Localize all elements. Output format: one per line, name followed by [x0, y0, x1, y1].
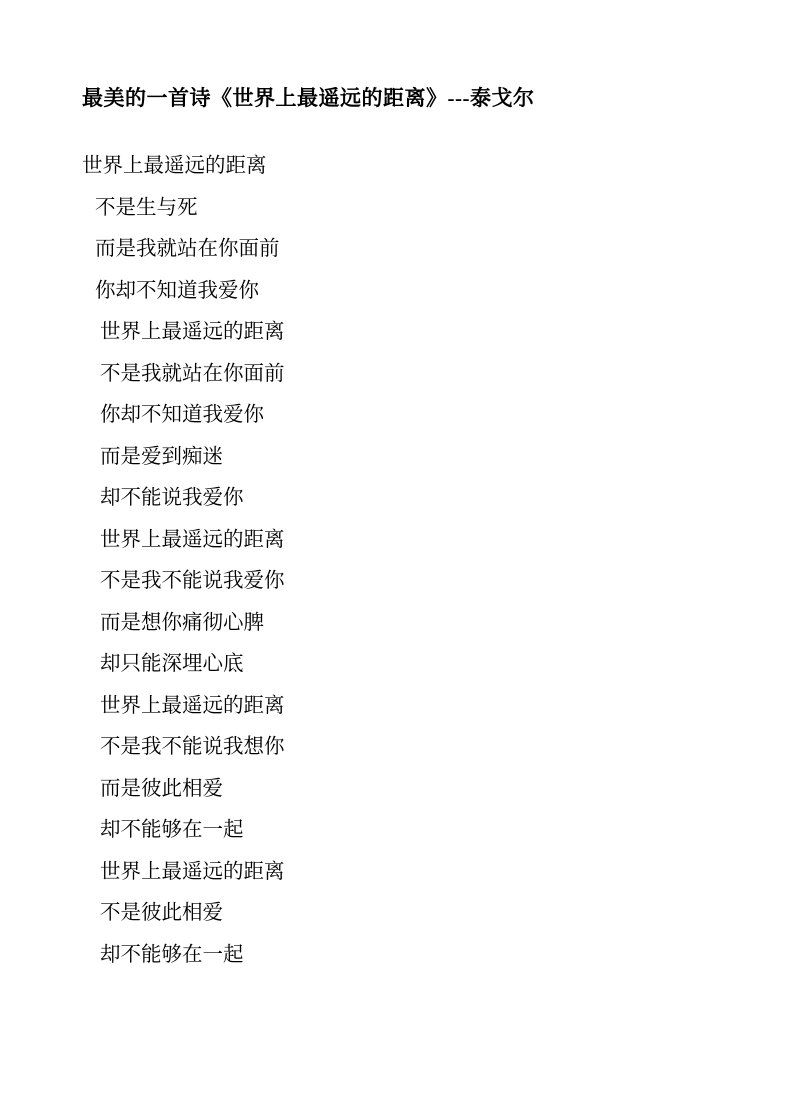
- poem-line: 而是爱到痴迷: [100, 445, 223, 468]
- poem-line: 世界上最遥远的距离: [100, 528, 285, 551]
- poem-line: 不是我不能说我想你: [100, 736, 285, 758]
- poem-body: [82, 146, 722, 976]
- poem-line: 却不能说我爱你: [100, 487, 244, 509]
- poem-line: 你却不知道我爱你: [100, 404, 264, 426]
- poem-line: 而是想你痛彻心脾: [100, 611, 264, 634]
- poem-line: 却不能够在一起: [100, 943, 244, 966]
- poem-line: 却不能够在一起: [100, 819, 244, 841]
- poem-line: 世界上最遥远的距离: [100, 860, 285, 883]
- poem-line: 世界上最遥远的距离: [100, 321, 285, 343]
- poem-line: 不是生与死: [95, 196, 198, 219]
- poem-line: 世界上最遥远的距离: [100, 694, 285, 717]
- poem-line: 不是我不能说我爱你: [100, 570, 285, 592]
- poem-line: 不是彼此相爱: [100, 902, 223, 924]
- poem-line: 而是彼此相爱: [100, 777, 223, 800]
- poem-line: 不是我就站在你面前: [100, 362, 285, 385]
- page-title: 最美的一首诗《世界上最遥远的距离》---泰戈尔: [82, 86, 535, 110]
- poem-line: 却只能深埋心底: [100, 653, 244, 675]
- poem-line: 你却不知道我爱你: [95, 279, 259, 302]
- poem-line: 世界上最遥远的距离: [82, 155, 267, 177]
- poem-line: 而是我就站在你面前: [95, 238, 280, 260]
